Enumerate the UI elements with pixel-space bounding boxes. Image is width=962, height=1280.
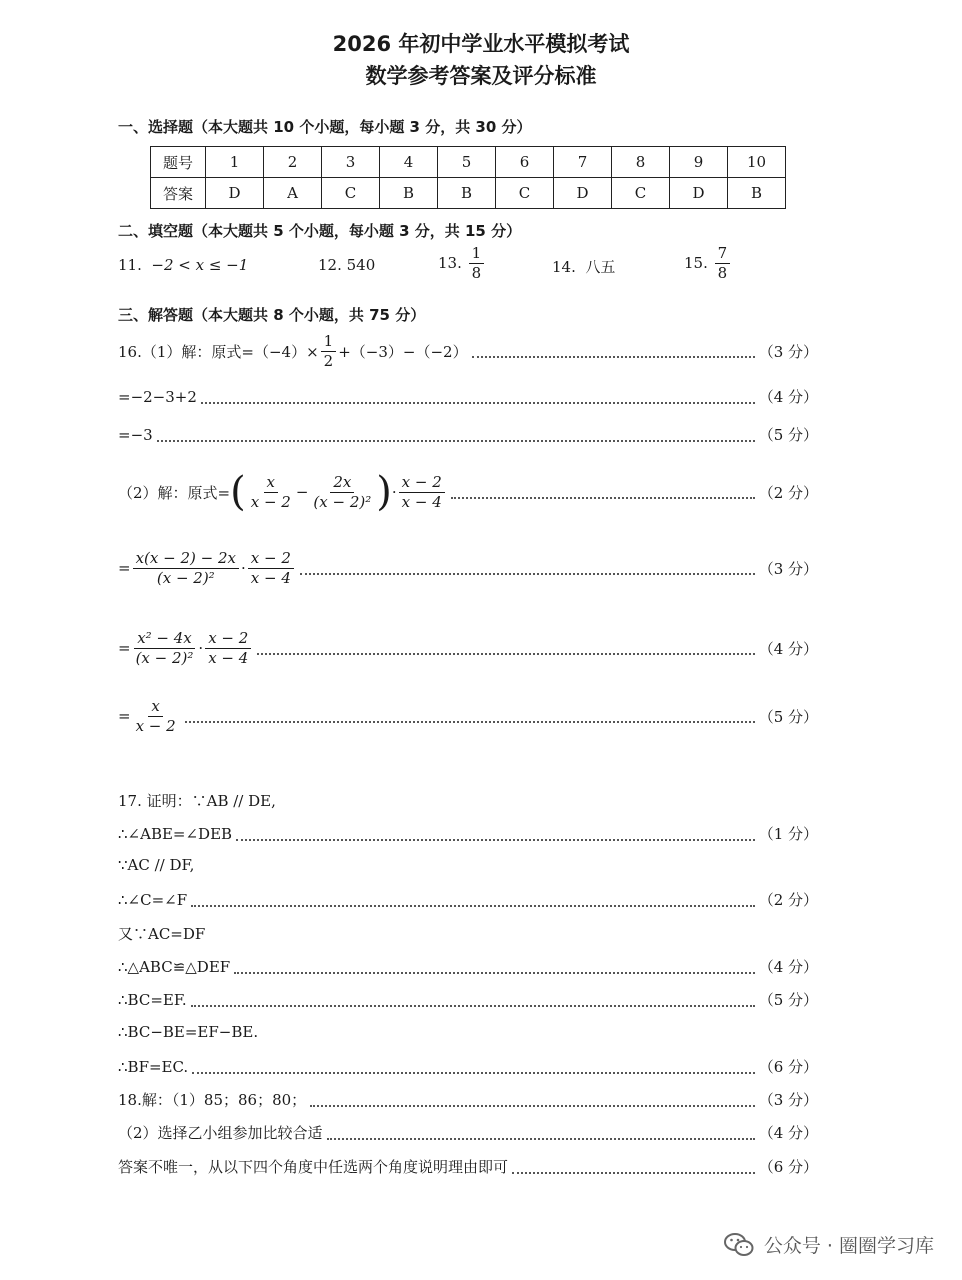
table-cell: 2 (264, 147, 322, 178)
table-row-answers (151, 178, 786, 209)
leader-dots (512, 1172, 755, 1174)
table-cell: 6 (496, 147, 554, 178)
fraction: $\frac{\text{x² − 4x}}{\text{(x − 2)²}}$ (135, 628, 194, 667)
leader-dots (191, 905, 755, 907)
q17-line2: ∴∠ABE=∠DEB （1 分） (118, 824, 818, 843)
table-cell: B (438, 178, 496, 209)
q16-line1: 16.（1）解：原式=（−4）× $\frac{1}{2}$ +（−3）−（−2） （3 分） (118, 331, 818, 370)
score-label: （5 分） (758, 707, 818, 726)
q16-line2: =−2−3+2 （4 分） (118, 387, 818, 406)
watermark-text: 公众号 · 圈圈学习库 (763, 1235, 934, 1257)
section1-heading: 一、选择题（本大题共 10 个小题，每小题 3 分，共 30 分） (118, 118, 532, 136)
table-cell: D (670, 178, 728, 209)
q13-answer: 13. $\frac{1}{8}$ (438, 244, 486, 283)
score-label: （2 分） (758, 483, 818, 502)
table-cell: 10 (728, 147, 786, 178)
table-cell: C (322, 178, 380, 209)
q11-answer: 11. −2 < x ≤ −1 (118, 256, 249, 274)
table-cell: 7 (554, 147, 612, 178)
table-cell: 5 (438, 147, 496, 178)
answer-table (150, 146, 786, 209)
score-label: （4 分） (758, 639, 818, 658)
table-cell: A (264, 178, 322, 209)
table-cell: D (554, 178, 612, 209)
leader-dots (192, 1072, 754, 1074)
watermark (724, 1231, 934, 1258)
q15-fraction: $\frac{7}{8}$ (715, 244, 731, 283)
table-cell: 8 (612, 147, 670, 178)
section2-heading: 二、填空题（本大题共 5 个小题，每小题 3 分，共 15 分） (118, 222, 522, 240)
q16-part2-line4: = $\frac{x}{x - 2}$ （5 分） (118, 696, 818, 735)
table-cell: 4 (380, 147, 438, 178)
leader-dots (451, 497, 755, 499)
score-label: （3 分） (758, 342, 818, 361)
q16-fraction-half: $\frac{1}{2}$ (321, 332, 337, 371)
leader-dots (310, 1105, 755, 1107)
page-subtitle: 数学参考答案及评分标准 (365, 64, 597, 88)
leader-dots (201, 402, 755, 404)
score-label: （4 分） (758, 1124, 818, 1142)
q14-answer: 14. 八五 (552, 258, 616, 276)
fraction: $\frac{x}{x - 2}$ (250, 472, 291, 511)
score-label: （6 分） (758, 1058, 818, 1076)
table-row-numbers (151, 147, 786, 178)
table-cell: C (612, 178, 670, 209)
q17-line6: ∴△ABC≌△DEF （4 分） (118, 957, 818, 976)
q16-part2-line3: = $\frac{\text{x² − 4x}}{\text{(x − 2)²}}$ · $\frac{x - 2}{x - 4}$ （4 分） (118, 628, 818, 667)
section3-heading: 三、解答题（本大题共 8 个小题，共 75 分） (118, 306, 426, 324)
q16-line3: =−3 （5 分） (118, 425, 818, 444)
q17-line8: ∴BC−BE=EF−BE. (118, 1023, 259, 1041)
score-label: （4 分） (758, 388, 818, 406)
score-label: （5 分） (758, 991, 818, 1009)
leader-dots (327, 1138, 755, 1140)
table-row-label: 题号 (151, 147, 206, 178)
table-cell: B (380, 178, 438, 209)
q18-line3: 答案不唯一，从以下四个角度中任选两个角度说明理由即可 （6 分） (118, 1158, 818, 1176)
q13-fraction: $\frac{1}{8}$ (469, 244, 485, 283)
q17-line3: ∵AC // DF, (118, 856, 195, 874)
leader-dots (185, 721, 755, 723)
score-label: （2 分） (758, 891, 818, 909)
score-label: （5 分） (758, 426, 818, 444)
q17-line9: ∴BF=EC. （6 分） (118, 1057, 818, 1076)
table-cell: C (496, 178, 554, 209)
q18-line1: 18.解：（1）85；86；80； （3 分） (118, 1091, 818, 1109)
q17-line5: 又∵AC=DF (118, 925, 206, 943)
leader-dots (234, 972, 755, 974)
table-cell: B (728, 178, 786, 209)
fraction: $\frac{x - 2}{x - 4}$ (205, 629, 251, 668)
q12-answer: 12. 540 (318, 256, 376, 274)
page-title: 2026 年初中学业水平模拟考试 (332, 32, 630, 56)
leader-dots (472, 356, 755, 358)
fraction: $\frac{2x}{\text{(x − 2)²}}$ (313, 472, 372, 511)
leader-dots (300, 573, 755, 575)
leader-dots (191, 1005, 755, 1007)
table-cell: 9 (670, 147, 728, 178)
leader-dots (157, 440, 755, 442)
table-row-label: 答案 (151, 178, 206, 209)
leader-dots (257, 653, 754, 655)
fraction: $\frac{x - 2}{x - 4}$ (399, 473, 445, 512)
q16-part2-line2: = $\frac{x(x - 2) - 2x}{\text{(x − 2)²}}$ · $\frac{x - 2}{x - 4}$ （3 分） (118, 548, 818, 587)
score-label: （3 分） (758, 1091, 818, 1109)
table-cell: 3 (322, 147, 380, 178)
score-label: （3 分） (758, 559, 818, 578)
score-label: （4 分） (758, 958, 818, 976)
q17-line7: ∴BC=EF. （5 分） (118, 990, 818, 1009)
leader-dots (236, 839, 755, 841)
q17-line1: 17. 证明：∵AB // DE, (118, 792, 276, 810)
q15-answer: 15. $\frac{7}{8}$ (684, 244, 732, 283)
score-label: （1 分） (758, 825, 818, 843)
q17-line4: ∴∠C=∠F （2 分） (118, 890, 818, 909)
fraction: $\frac{x(x - 2) - 2x}{\text{(x − 2)²}}$ (133, 549, 239, 588)
score-label: （6 分） (758, 1158, 818, 1176)
fraction: $\frac{x - 2}{x - 4}$ (248, 549, 294, 588)
q16-part2-line1: （2）解：原式= ( $\frac{x}{x - 2}$ − $\frac{2x}{\text{(x − 2)²}}$ ) · $\frac{x - 2}{x - 4}$ （2 分） (118, 469, 818, 515)
fraction: $\frac{x}{x - 2}$ (135, 696, 176, 735)
table-cell: 1 (206, 147, 264, 178)
table-cell: D (206, 178, 264, 209)
q18-line2: （2）选择乙小组参加比较合适 （4 分） (118, 1124, 818, 1142)
wechat-icon (724, 1232, 754, 1258)
